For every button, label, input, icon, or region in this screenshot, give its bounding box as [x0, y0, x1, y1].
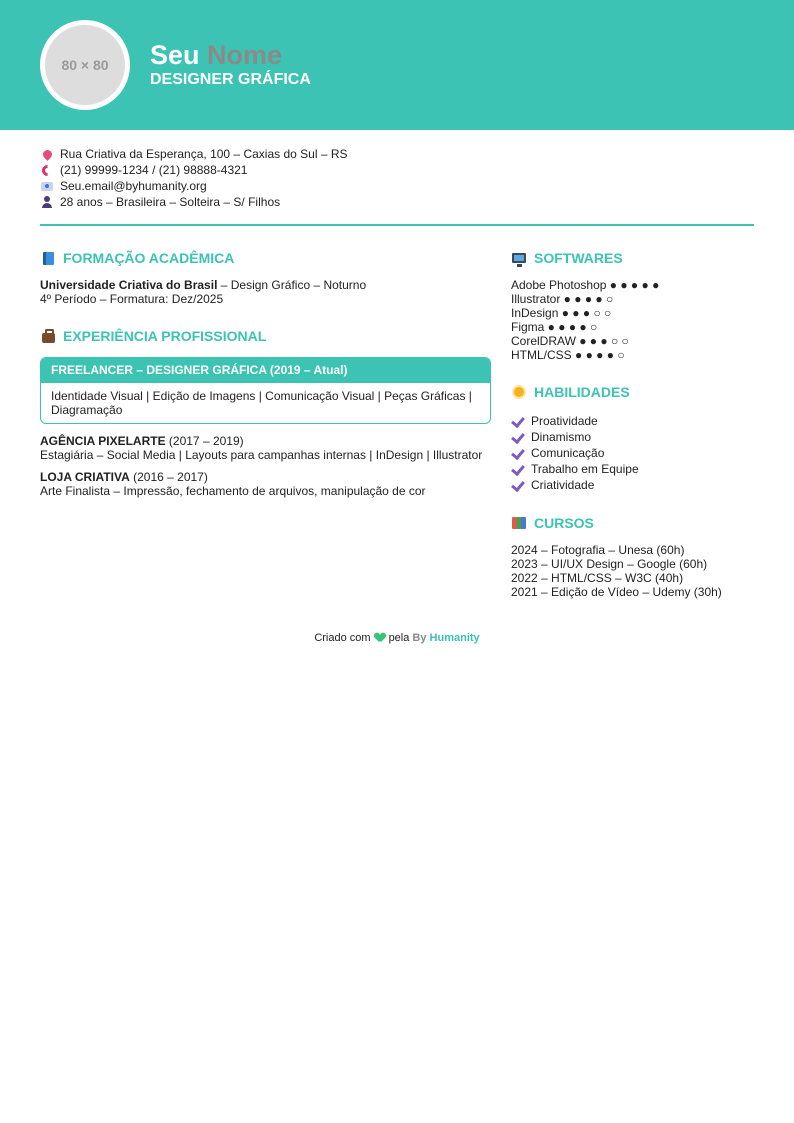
experience-title-text: EXPERIÊNCIA PROFISSIONAL — [63, 328, 267, 344]
experience-item — [40, 434, 491, 462]
software-item: Illustrator ● ● ● ● ○ — [511, 292, 614, 306]
job-role: DESIGNER GRÁFICA — [150, 71, 311, 88]
education-line — [40, 278, 491, 292]
avatar-placeholder-text: 80 × 80 — [61, 57, 109, 73]
skill-item — [511, 429, 754, 445]
courses-title-text: CURSOS — [534, 515, 594, 531]
full-name — [150, 40, 282, 70]
contact-phone — [40, 162, 348, 178]
first-name: Seu — [150, 40, 200, 70]
software-item: Figma ● ● ● ● ○ — [511, 320, 598, 334]
sun-icon — [511, 384, 527, 400]
monitor-icon — [511, 250, 527, 266]
course-item: 2023 – UI/UX Design – Google (60h) — [511, 557, 708, 571]
course-item: 2021 – Edição de Vídeo – Udemy (30h) — [511, 585, 722, 599]
experience-item-header — [40, 434, 491, 448]
skill-item — [511, 477, 754, 493]
skill-item — [511, 445, 754, 461]
softwares-title-text: SOFTWARES — [534, 250, 623, 266]
book-icon — [40, 250, 56, 266]
experience-description: Estagiária – Social Media | Layouts para campanhas internas | InDesign | Illustrator — [40, 448, 483, 462]
phone-icon — [40, 163, 54, 177]
software-item: HTML/CSS ● ● ● ● ○ — [511, 348, 625, 362]
education-title — [40, 249, 491, 267]
person-icon — [40, 195, 54, 209]
software-item: Adobe Photoshop ● ● ● ● ● — [511, 278, 660, 292]
check-icon — [511, 431, 525, 443]
skill-label: Proatividade — [531, 414, 598, 428]
education-detail: 4º Período – Formatura: Dez/2025 — [40, 292, 224, 306]
skill-label: Dinamismo — [531, 430, 592, 444]
skills-title — [511, 383, 754, 401]
location-pin-icon — [40, 147, 54, 161]
email-icon — [40, 179, 54, 193]
check-icon — [511, 447, 525, 459]
experience-item-header — [40, 470, 491, 484]
skill-item — [511, 461, 754, 477]
check-icon — [511, 479, 525, 491]
softwares-title — [511, 249, 754, 267]
footer-credit — [0, 632, 794, 644]
last-name: Nome — [207, 40, 283, 70]
featured-experience-description: Identidade Visual | Edição de Imagens | Comunicação Visual | Peças Gráficas | Diagramação — [51, 389, 472, 417]
experience-period: (2016 – 2017) — [129, 470, 208, 484]
check-icon — [511, 415, 525, 427]
briefcase-icon — [40, 328, 56, 344]
contact-personal — [40, 194, 348, 210]
experience-description: Arte Finalista – Impressão, fechamento de arquivos, manipulação de cor — [40, 484, 426, 498]
contact-email — [40, 178, 348, 194]
header-banner — [0, 0, 794, 130]
software-list — [511, 278, 754, 362]
footer-by: By — [412, 632, 427, 644]
phone-text: (21) 99999-1234 / (21) 98888-4321 — [60, 163, 248, 177]
experience-company: AGÊNCIA PIXELARTE — [40, 434, 166, 448]
heart-icon — [375, 633, 385, 642]
personal-text: 28 anos – Brasileira – Solteira – S/ Filhos — [60, 195, 281, 209]
skill-label: Trabalho em Equipe — [531, 462, 639, 476]
address-text: Rua Criativa da Esperança, 100 – Caxias do Sul – RS — [60, 147, 348, 161]
experience-item — [40, 470, 491, 498]
contact-list — [40, 146, 348, 210]
software-item: CorelDRAW ● ● ● ○ ○ — [511, 334, 629, 348]
avatar — [40, 20, 130, 110]
education-title-text: FORMAÇÃO ACADÊMICA — [63, 250, 235, 266]
footer-middle: pela — [388, 632, 410, 644]
softwares-section — [511, 249, 754, 362]
education-institution: Universidade Criativa do Brasil — [40, 278, 218, 292]
skills-list — [511, 413, 754, 493]
course-list — [511, 543, 754, 599]
skill-label: Comunicação — [531, 446, 605, 460]
courses-section — [511, 514, 754, 599]
email-text: Seu.email@byhumanity.org — [60, 179, 207, 193]
check-icon — [511, 463, 525, 475]
education-course: – Design Gráfico – Noturno — [217, 278, 367, 292]
software-item: InDesign ● ● ● ○ ○ — [511, 306, 612, 320]
footer-brand-link[interactable]: Humanity — [429, 632, 480, 644]
skills-title-text: HABILIDADES — [534, 384, 630, 400]
course-item: 2022 – HTML/CSS – W3C (40h) — [511, 571, 684, 585]
contact-address — [40, 146, 348, 162]
course-item: 2024 – Fotografia – Unesa (60h) — [511, 543, 685, 557]
featured-experience-heading: FREELANCER – DESIGNER GRÁFICA (2019 – Atual) — [41, 358, 490, 383]
experience-title — [40, 327, 491, 345]
skill-item — [511, 413, 754, 429]
experience-section — [40, 327, 491, 498]
experience-period: (2017 – 2019) — [165, 434, 244, 448]
header-divider — [40, 224, 754, 226]
featured-experience-card — [40, 357, 491, 424]
experience-company: LOJA CRIATIVA — [40, 470, 130, 484]
skill-label: Criatividade — [531, 478, 595, 492]
courses-title — [511, 514, 754, 532]
books-icon — [511, 515, 527, 531]
footer-prefix: Criado com — [314, 632, 371, 644]
skills-section — [511, 383, 754, 493]
education-section — [40, 249, 491, 306]
